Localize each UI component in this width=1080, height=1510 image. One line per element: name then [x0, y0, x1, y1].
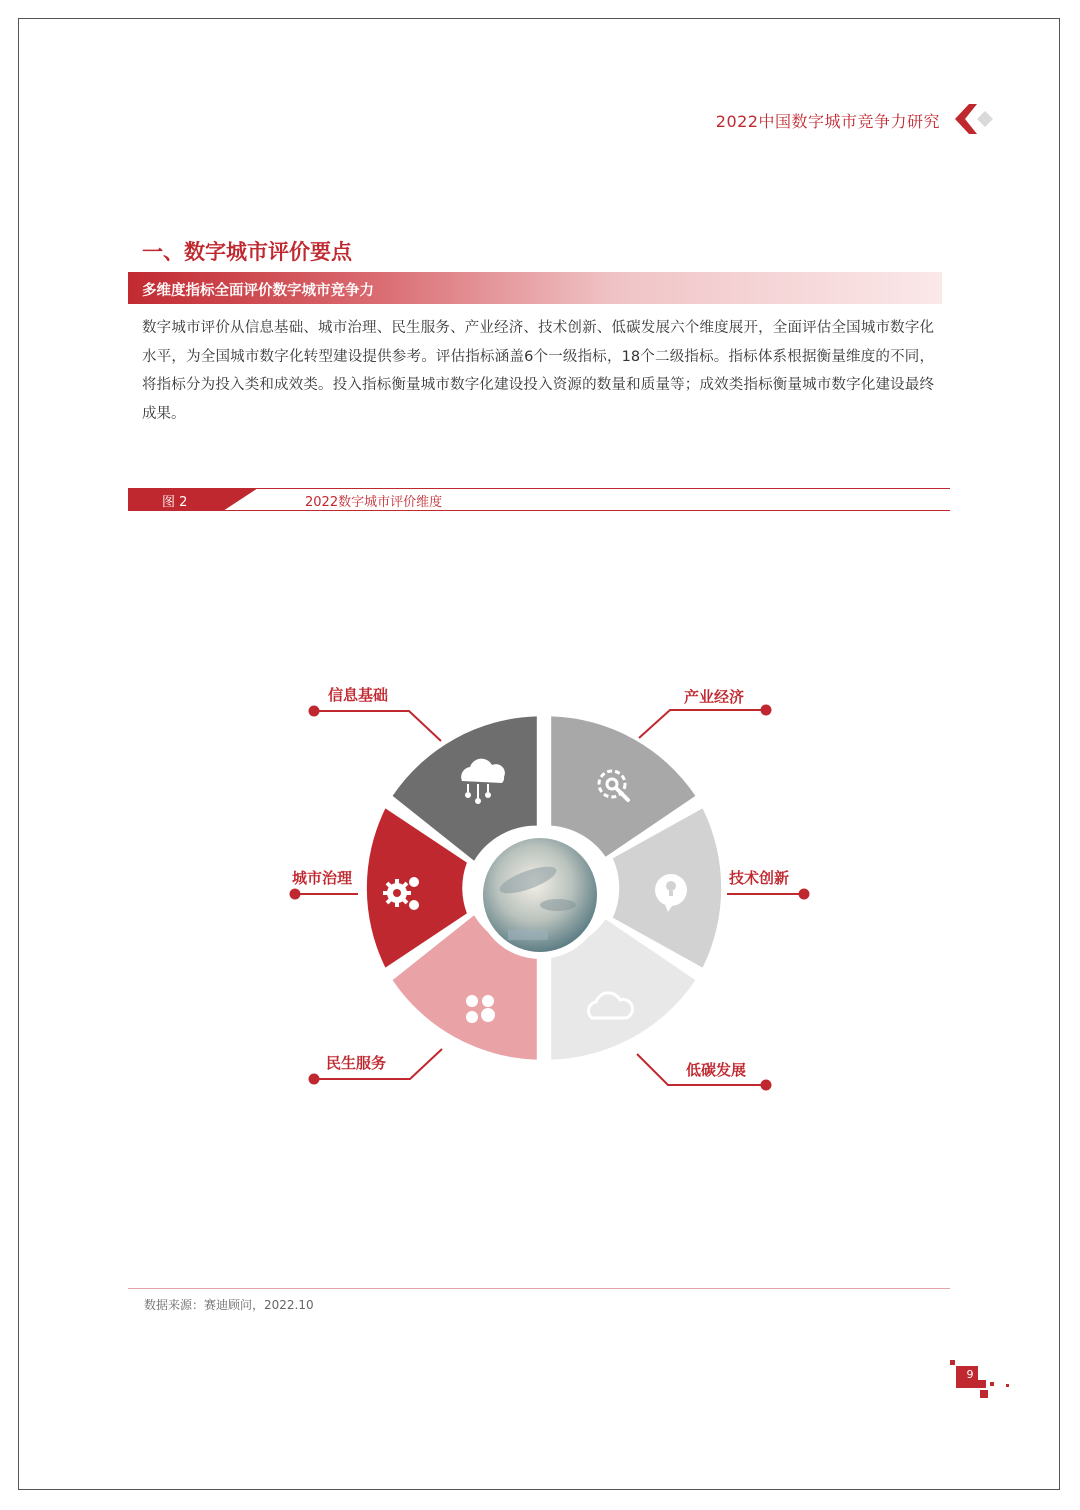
source-divider — [128, 1288, 950, 1289]
figure-caption: 2022数字城市评价维度 — [305, 495, 443, 510]
figure-number: 图 2 — [162, 495, 188, 510]
report-title: 2022中国数字城市竞争力研究 — [715, 112, 940, 131]
data-source: 数据来源：赛迪顾问，2022.10 — [144, 1298, 314, 1312]
label-industry-economy: 产业经济 — [684, 688, 745, 706]
section-body-paragraph: 数字城市评价从信息基础、城市治理、民生服务、产业经济、技术创新、低碳发展六个维度展开，全面评估全国城市数字化水平，为全国城市数字化转型建设提供参考。评估指标涵盖6个一级指标，18个二级指标。指标体系根据衡量维度的不同，将指标分为投入类和成效类。投入指标衡量城市数字化建设投入资源的数量和质量等；成效类指标衡量城市数字化建设最终成果。 — [142, 320, 934, 422]
section-banner-text: 多维度指标全面评价数字城市竞争力 — [142, 283, 374, 299]
page-number: 9 — [966, 1368, 974, 1381]
label-tech-innovation: 技术创新 — [729, 869, 790, 887]
label-city-governance: 城市治理 — [292, 869, 353, 887]
label-livelihood-services: 民生服务 — [326, 1054, 387, 1072]
label-low-carbon: 低碳发展 — [686, 1061, 747, 1079]
section-heading: 一、数字城市评价要点 — [142, 240, 352, 264]
label-info-base: 信息基础 — [328, 686, 389, 704]
